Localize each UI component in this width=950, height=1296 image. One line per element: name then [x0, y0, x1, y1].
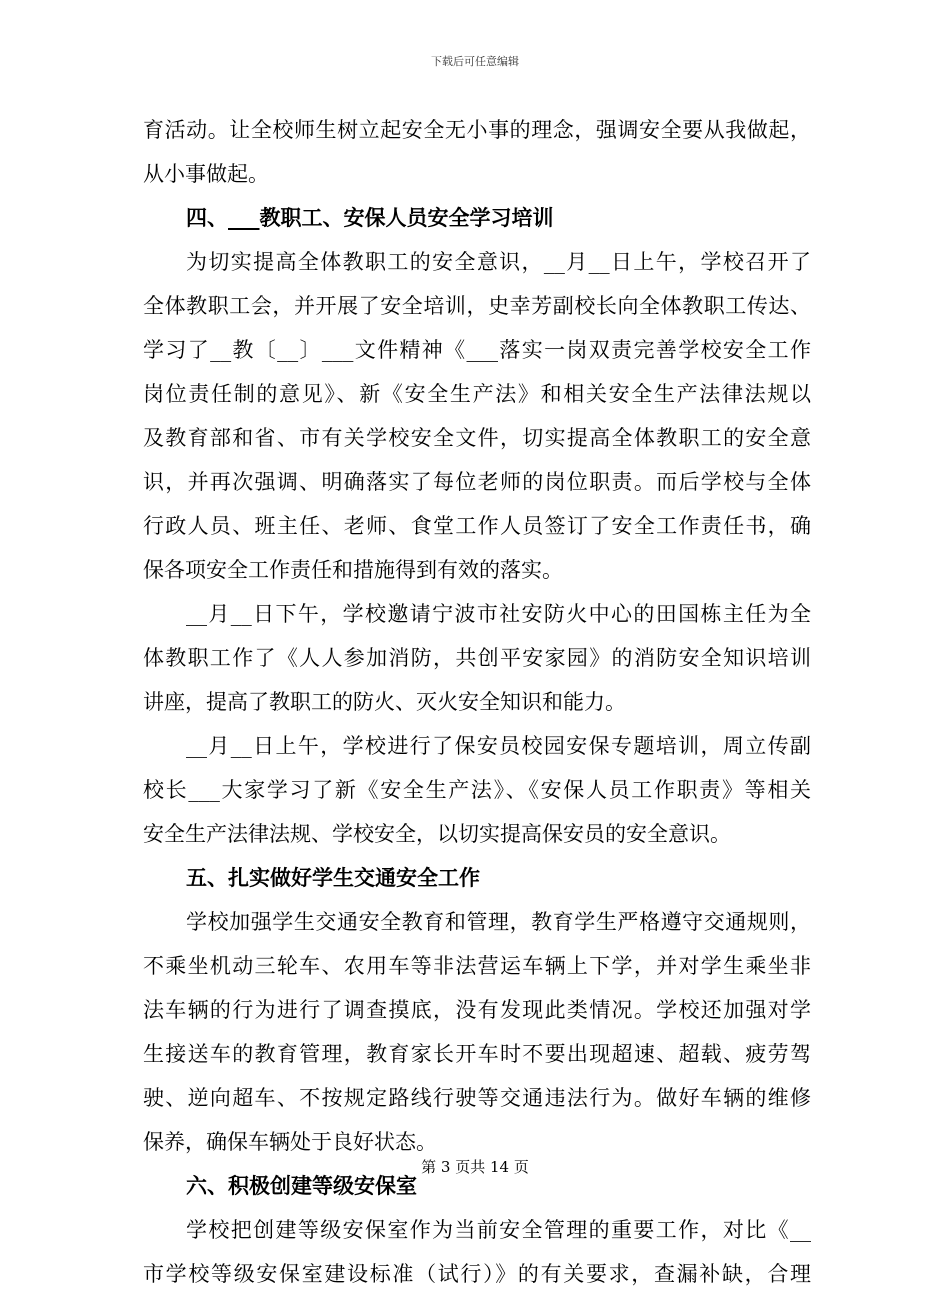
body-text-line: 校长___大家学习了新《安全生产法》、《安保人员工作职责》等相关: [143, 778, 811, 802]
page-header: 下载后可任意编辑: [431, 55, 519, 68]
body-text-line: 保各项安全工作责任和措施得到有效的落实。: [143, 558, 563, 582]
body-text-line: 安全生产法律法规、学校安全，以切实提高保安员的安全意识。: [143, 822, 731, 846]
body-text-line: 全体教职工会，并开展了安全培训，史幸芳副校长向全体教职工传达、: [143, 294, 811, 318]
body-text-line: 从小事做起。: [143, 162, 269, 186]
body-text-line: 学校把创建等级安保室作为当前安全管理的重要工作，对比《__: [186, 1218, 811, 1242]
section-heading: 四、___教职工、安保人员安全学习培训: [186, 206, 554, 230]
document-body: [143, 108, 811, 1296]
body-text-line: 岗位责任制的意见》、新《安全生产法》和相关安全生产法律法规以: [143, 382, 811, 406]
body-text-line: 识，并再次强调、明确落实了每位老师的岗位职责。而后学校与全体: [143, 470, 811, 494]
body-text-line: 体教职工作了《人人参加消防，共创平安家园》的消防安全知识培训: [143, 646, 811, 670]
body-text-line: 生接送车的教育管理，教育家长开车时不要出现超速、超载、疲劳驾: [143, 1042, 811, 1066]
body-text-line: 保养，确保车辆处于良好状态。: [143, 1130, 437, 1154]
body-text-line: 学校加强学生交通安全教育和管理，教育学生严格遵守交通规则，: [186, 910, 811, 934]
body-text-line: 及教育部和省、市有关学校安全文件，切实提高全体教职工的安全意: [143, 426, 811, 450]
body-text-line: 市学校等级安保室建设标准（试行）》的有关要求，查漏补缺，合理: [143, 1262, 811, 1286]
body-text-line: 法车辆的行为进行了调查摸底，没有发现此类情况。学校还加强对学: [143, 998, 811, 1022]
body-text-line: 学习了__教〔__〕___文件精神《___落实一岗双责完善学校安全工作: [143, 338, 811, 362]
body-text-line: 不乘坐机动三轮车、农用车等非法营运车辆上下学，并对学生乘坐非: [143, 954, 811, 978]
page-footer: 第 3 页共 14 页: [421, 1158, 529, 1176]
body-text-line: 驶、逆向超车、不按规定路线行驶等交通违法行为。做好车辆的维修: [143, 1086, 811, 1110]
body-text-line: 讲座，提高了教职工的防火、灭火安全知识和能力。: [143, 690, 626, 714]
body-text-line: 行政人员、班主任、老师、食堂工作人员签订了安全工作责任书，确: [143, 514, 811, 538]
section-heading: 五、扎实做好学生交通安全工作: [186, 866, 480, 890]
body-text-line: __月__日上午，学校进行了保安员校园安保专题培训，周立传副: [186, 734, 811, 758]
body-text-line: __月__日下午，学校邀请宁波市社安防火中心的田国栋主任为全: [186, 602, 811, 626]
section-heading: 六、积极创建等级安保室: [186, 1174, 417, 1198]
body-text-line: 育活动。让全校师生树立起安全无小事的理念，强调安全要从我做起，: [143, 118, 811, 142]
body-text-line: 为切实提高全体教职工的安全意识，__月__日上午，学校召开了: [186, 250, 811, 274]
